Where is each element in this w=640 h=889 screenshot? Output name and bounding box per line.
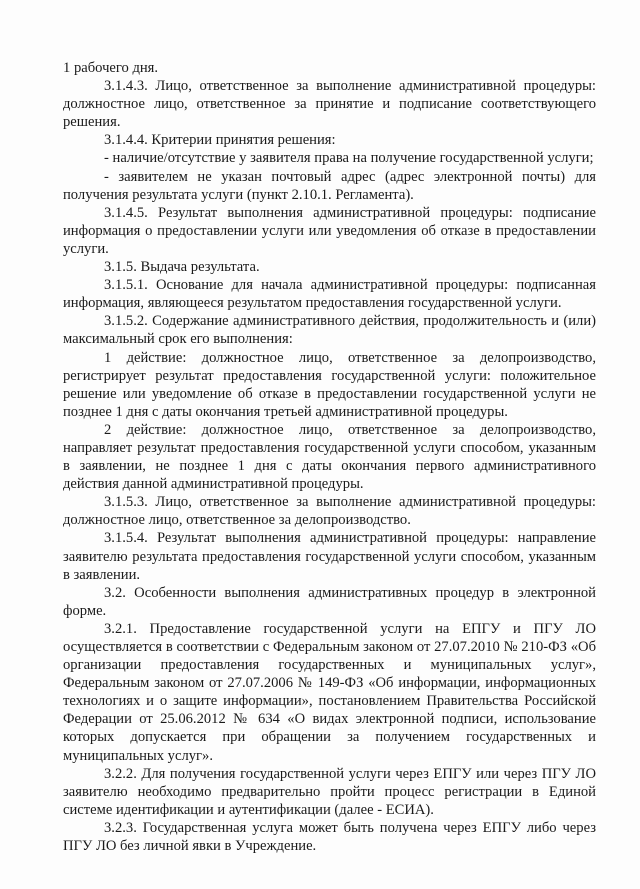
paragraph-3-1-5-1: 3.1.5.1. Основание для начала административной процедуры: подписанная информация, являющееся результатом предоставления государственной услуги. [63, 277, 596, 312]
paragraph-3-2-2: 3.2.2. Для получения государственной услуги через ЕПГУ или через ПГУ ЛО заявителю необходимо предварительно пройти процесс регистрации в Единой системе идентификации и аутентификации (далее - ЕСИА). [63, 765, 596, 818]
paragraph-action-1: 1 действие: должностное лицо, ответственное за делопроизводство, регистрирует результат предоставления государственной услуги: положительное решение или уведомление об отказе в предоставлении государственной услуги не позднее 1 дня с даты окончания третьей административной процедуры. [63, 349, 596, 420]
document-body [63, 59, 596, 855]
paragraph-3-1-5-3: 3.1.5.3. Лицо, ответственное за выполнение административной процедуры: должностное лицо, ответственное за делопроизводство. [63, 494, 596, 529]
paragraph-3-2-3: 3.2.3. Государственная услуга может быть получена через ЕПГУ либо через ПГУ ЛО без личной явки в Учреждение. [63, 819, 596, 855]
paragraph-1: 1 рабочего дня. [63, 60, 159, 76]
paragraph-action-2: 2 действие: должностное лицо, ответственное за делопроизводство, направляет результат предоставления государственной услуги способом, указанным в заявлении, не позднее 1 дня с даты окончания первого административного действия данной административной процедуры. [63, 421, 596, 493]
paragraph-3-2: 3.2. Особенности выполнения административных процедур в электронной форме. [63, 584, 596, 619]
paragraph-3-1-5-4: 3.1.5.4. Результат выполнения административной процедуры: направление заявителю результата предоставления государственной услуги способом, указанным в заявлении. [63, 530, 596, 583]
paragraph-3-2-1: 3.2.1. Предоставление государственной услуги на ЕПГУ и ПГУ ЛО осуществляется в соответствии с Федеральным законом от 27.07.2010 № 210-ФЗ «Об организации предоставления государственных и муниципальных услуг», Федеральным законом от 27.07.2006 № 149-ФЗ «Об информации, информационных технологиях и о защите информации», постановлением Правительства Российской Федерации от 25.06.2012 № 634 «О видах электронной подписи, использование которых допускается при обращении за получением государственных и муниципальных услуг». [63, 620, 596, 764]
paragraph-3-1-5: 3.1.5. Выдача результата. [104, 259, 260, 276]
paragraph-3-1-5-2: 3.1.5.2. Содержание административного действия, продолжительность и (или) максимальный срок его выполнения: [63, 313, 596, 348]
list-item-criteria-2: - заявителем не указан почтовый адрес (адрес электронной почты) для получения результата услуги (пункт 2.10.1. Регламента). [63, 168, 596, 203]
paragraph-3-1-4-4: 3.1.4.4. Критерии принятия решения: [104, 132, 336, 149]
paragraph-3-1-4-5: 3.1.4.5. Результат выполнения административной процедуры: подписание информация о предоставлении услуги или уведомления об отказе в предоставлении услуги. [63, 204, 596, 257]
paragraph-3-1-4-3: 3.1.4.3. Лицо, ответственное за выполнение административной процедуры: должностное лицо, ответственное за принятие и подписание соответствующего решения. [63, 78, 596, 131]
list-item-criteria-1: - наличие/отсутствие у заявителя права на получение государственной услуги; [104, 150, 594, 167]
